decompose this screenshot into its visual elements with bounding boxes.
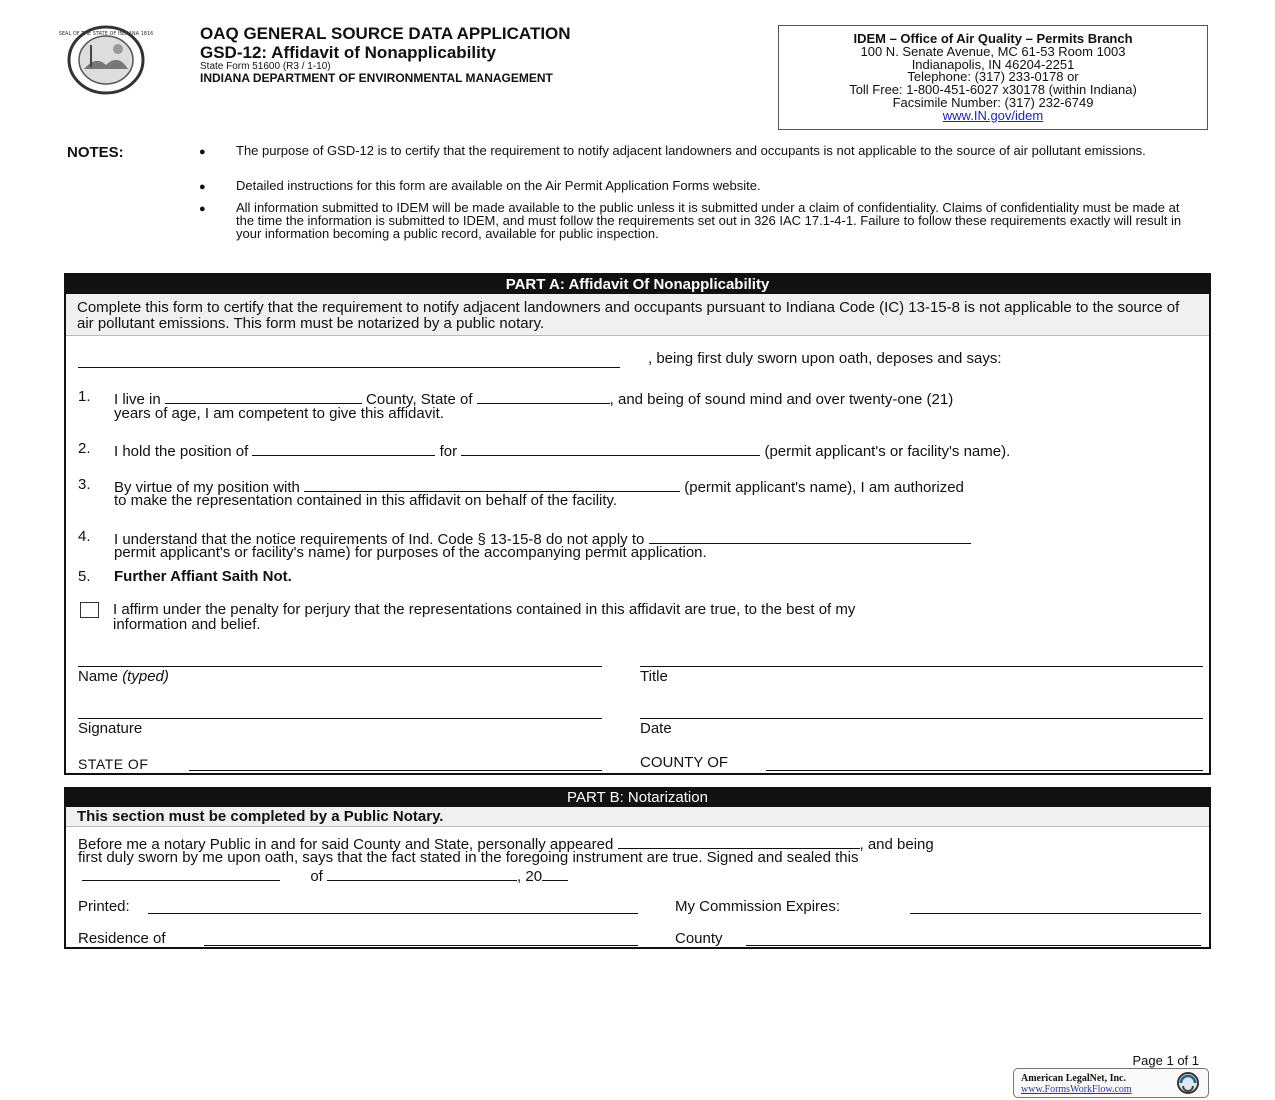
item-number: 2.: [78, 440, 91, 457]
item4-text-a: I understand that the notice requirements of Ind. Code § 13-15-8 do not apply to: [114, 531, 645, 548]
month-field[interactable]: [327, 866, 517, 881]
contact-office: IDEM – Office of Air Quality – Permits Branch: [853, 31, 1133, 46]
item-number: 1.: [78, 388, 91, 405]
part-b-title: PART B: Notarization: [66, 789, 1209, 807]
contact-address1: 100 N. Senate Avenue, MC 61-53 Room 1003: [860, 43, 1126, 59]
form-title: OAQ GENERAL SOURCE DATA APPLICATION: [200, 24, 571, 43]
name-hint: (typed): [122, 668, 169, 685]
facility-name-field[interactable]: [461, 441, 760, 456]
residence-field[interactable]: [204, 945, 638, 946]
year-prefix: , 20: [517, 868, 543, 885]
item2-text-b: for: [439, 443, 458, 460]
day-field[interactable]: [82, 866, 280, 881]
item2-text-a: I hold the position of: [114, 443, 249, 460]
note-item: The purpose of GSD-12 is to certify that the requirement to notify adjacent landowners and occupants is not applicable to the source of air pollutant emissions.: [236, 143, 1146, 158]
affirm-text-a: I affirm under the penalty for perjury that the representations contained in this affidavit are true, to the best of my: [113, 601, 856, 618]
department-name: INDIANA DEPARTMENT OF ENVIRONMENTAL MANAGEMENT: [200, 71, 553, 85]
notary-line2: first duly sworn by me upon oath, says that the fact stated in the foregoing instrument are true. Signed and sealed this: [78, 849, 859, 866]
residence-label: Residence of: [78, 930, 166, 947]
contact-tollfree: Toll Free: 1-800-451-6027 x30178 (within Indiana): [849, 82, 1137, 98]
title-label: Title: [640, 668, 668, 685]
item1-text-c: , and being of sound mind and over twenty-one (21): [609, 391, 954, 408]
state-of-field[interactable]: [189, 770, 602, 771]
legalnet-badge[interactable]: [1013, 1068, 1209, 1098]
item3-text-a: By virtue of my position with: [114, 479, 300, 496]
contact-box: [778, 25, 1208, 130]
facility-field-2[interactable]: [649, 529, 971, 544]
affirm-text-b: information and belief.: [113, 616, 261, 633]
part-a-title: PART A: Affidavit Of Nonapplicability: [66, 275, 1209, 294]
printed-label: Printed:: [78, 898, 130, 915]
item1-text-d: years of age, I am competent to give this affidavit.: [114, 405, 444, 422]
note-item: All information submitted to IDEM will be made available to the public unless it is submitted under a claim of confidentiality. Claims of confidentiality must be made at the time the information is submitted to IDEM, and must follow the requirements set out in 326 IAC 17.1-4-1. Failure to follow these requirements exactly will result in your information becoming a public record, available for public inspection.: [236, 200, 1182, 241]
item5-text: Further Affiant Saith Not.: [114, 568, 292, 585]
company-name: American LegalNet, Inc.: [1021, 1073, 1126, 1084]
oath-text: , being first duly sworn upon oath, deposes and says:: [648, 350, 1002, 367]
state-seal: [58, 25, 154, 95]
notary-line1-b: , and being: [859, 836, 934, 853]
appeared-name-field[interactable]: [618, 834, 860, 849]
bullet-icon: ●: [199, 181, 206, 193]
date-field[interactable]: [640, 718, 1203, 719]
of-label: of: [310, 868, 323, 885]
title-field[interactable]: [640, 666, 1203, 667]
item3-text-c: to make the representation contained in this affidavit on behalf of the facility.: [114, 492, 618, 509]
county-label: County: [675, 930, 723, 947]
part-b-instruction: This section must be completed by a Public Notary.: [66, 807, 1209, 827]
position-field[interactable]: [252, 441, 435, 456]
affirm-checkbox[interactable]: [80, 602, 99, 618]
printed-field[interactable]: [148, 913, 638, 914]
county-of-field[interactable]: [766, 770, 1203, 771]
county-of-label: COUNTY OF: [640, 754, 729, 771]
part-a-intro: Complete this form to certify that the requirement to notify adjacent landowners and occupants pursuant to Indiana Code (IC) 13-15-8 is not applicable to the source of air pollutant emissions. This form must be notarized by a public notary.: [66, 294, 1209, 336]
seal-text: SEAL OF THE STATE OF INDIANA 1816: [58, 31, 154, 37]
signature-label: Signature: [78, 720, 143, 737]
notes-label: NOTES:: [67, 144, 124, 161]
bullet-icon: ●: [199, 146, 206, 158]
item4-text-b: permit applicant's or facility's name) for purposes of the accompanying permit application.: [114, 544, 707, 561]
item1-text-a: I live in: [114, 391, 161, 408]
item-number: 4.: [78, 528, 91, 545]
form-subtitle: GSD-12: Affidavit of Nonapplicability: [200, 43, 496, 62]
form-number: State Form 51600 (R3 / 1-10): [200, 61, 331, 72]
applicant-name-field[interactable]: [304, 477, 680, 492]
note-item: Detailed instructions for this form are available on the Air Permit Application Forms website.: [236, 178, 761, 193]
item2-text-c: (permit applicant's or facility's name).: [764, 443, 1011, 460]
contact-address2: Indianapolis, IN 46204-2251: [911, 56, 1075, 72]
company-url[interactable]: www.FormsWorkFlow.com: [1021, 1084, 1132, 1095]
part-a-section: [64, 273, 1211, 775]
signature-field[interactable]: [78, 718, 602, 719]
contact-phone: Telephone: (317) 233-0178 or: [907, 69, 1079, 85]
website-link[interactable]: www.IN.gov/idem: [942, 107, 1044, 123]
name-label: Name: [78, 668, 119, 685]
county-field[interactable]: [746, 945, 1201, 946]
affiant-name-field[interactable]: [78, 367, 620, 368]
notary-line1-a: Before me a notary Public in and for said County and State, personally appeared: [78, 836, 614, 853]
commission-label: My Commission Expires:: [675, 898, 841, 915]
page-number: Page 1 of 1: [1132, 1053, 1199, 1068]
item1-text-b: County, State of: [366, 391, 473, 408]
date-label: Date: [640, 720, 672, 737]
contact-fax: Facsimile Number: (317) 232-6749: [892, 94, 1094, 110]
county-field[interactable]: [165, 389, 362, 404]
bullet-icon: ●: [199, 203, 206, 215]
state-field[interactable]: [477, 389, 610, 404]
commission-field[interactable]: [910, 913, 1201, 914]
year-field[interactable]: [542, 866, 568, 881]
item3-text-b: (permit applicant's name), I am authorized: [684, 479, 964, 496]
item-number: 5.: [78, 568, 91, 585]
legalnet-logo-icon: [1173, 1071, 1203, 1095]
item-number: 3.: [78, 476, 91, 493]
name-field[interactable]: [78, 666, 602, 667]
state-of-label: STATE OF: [78, 756, 149, 772]
